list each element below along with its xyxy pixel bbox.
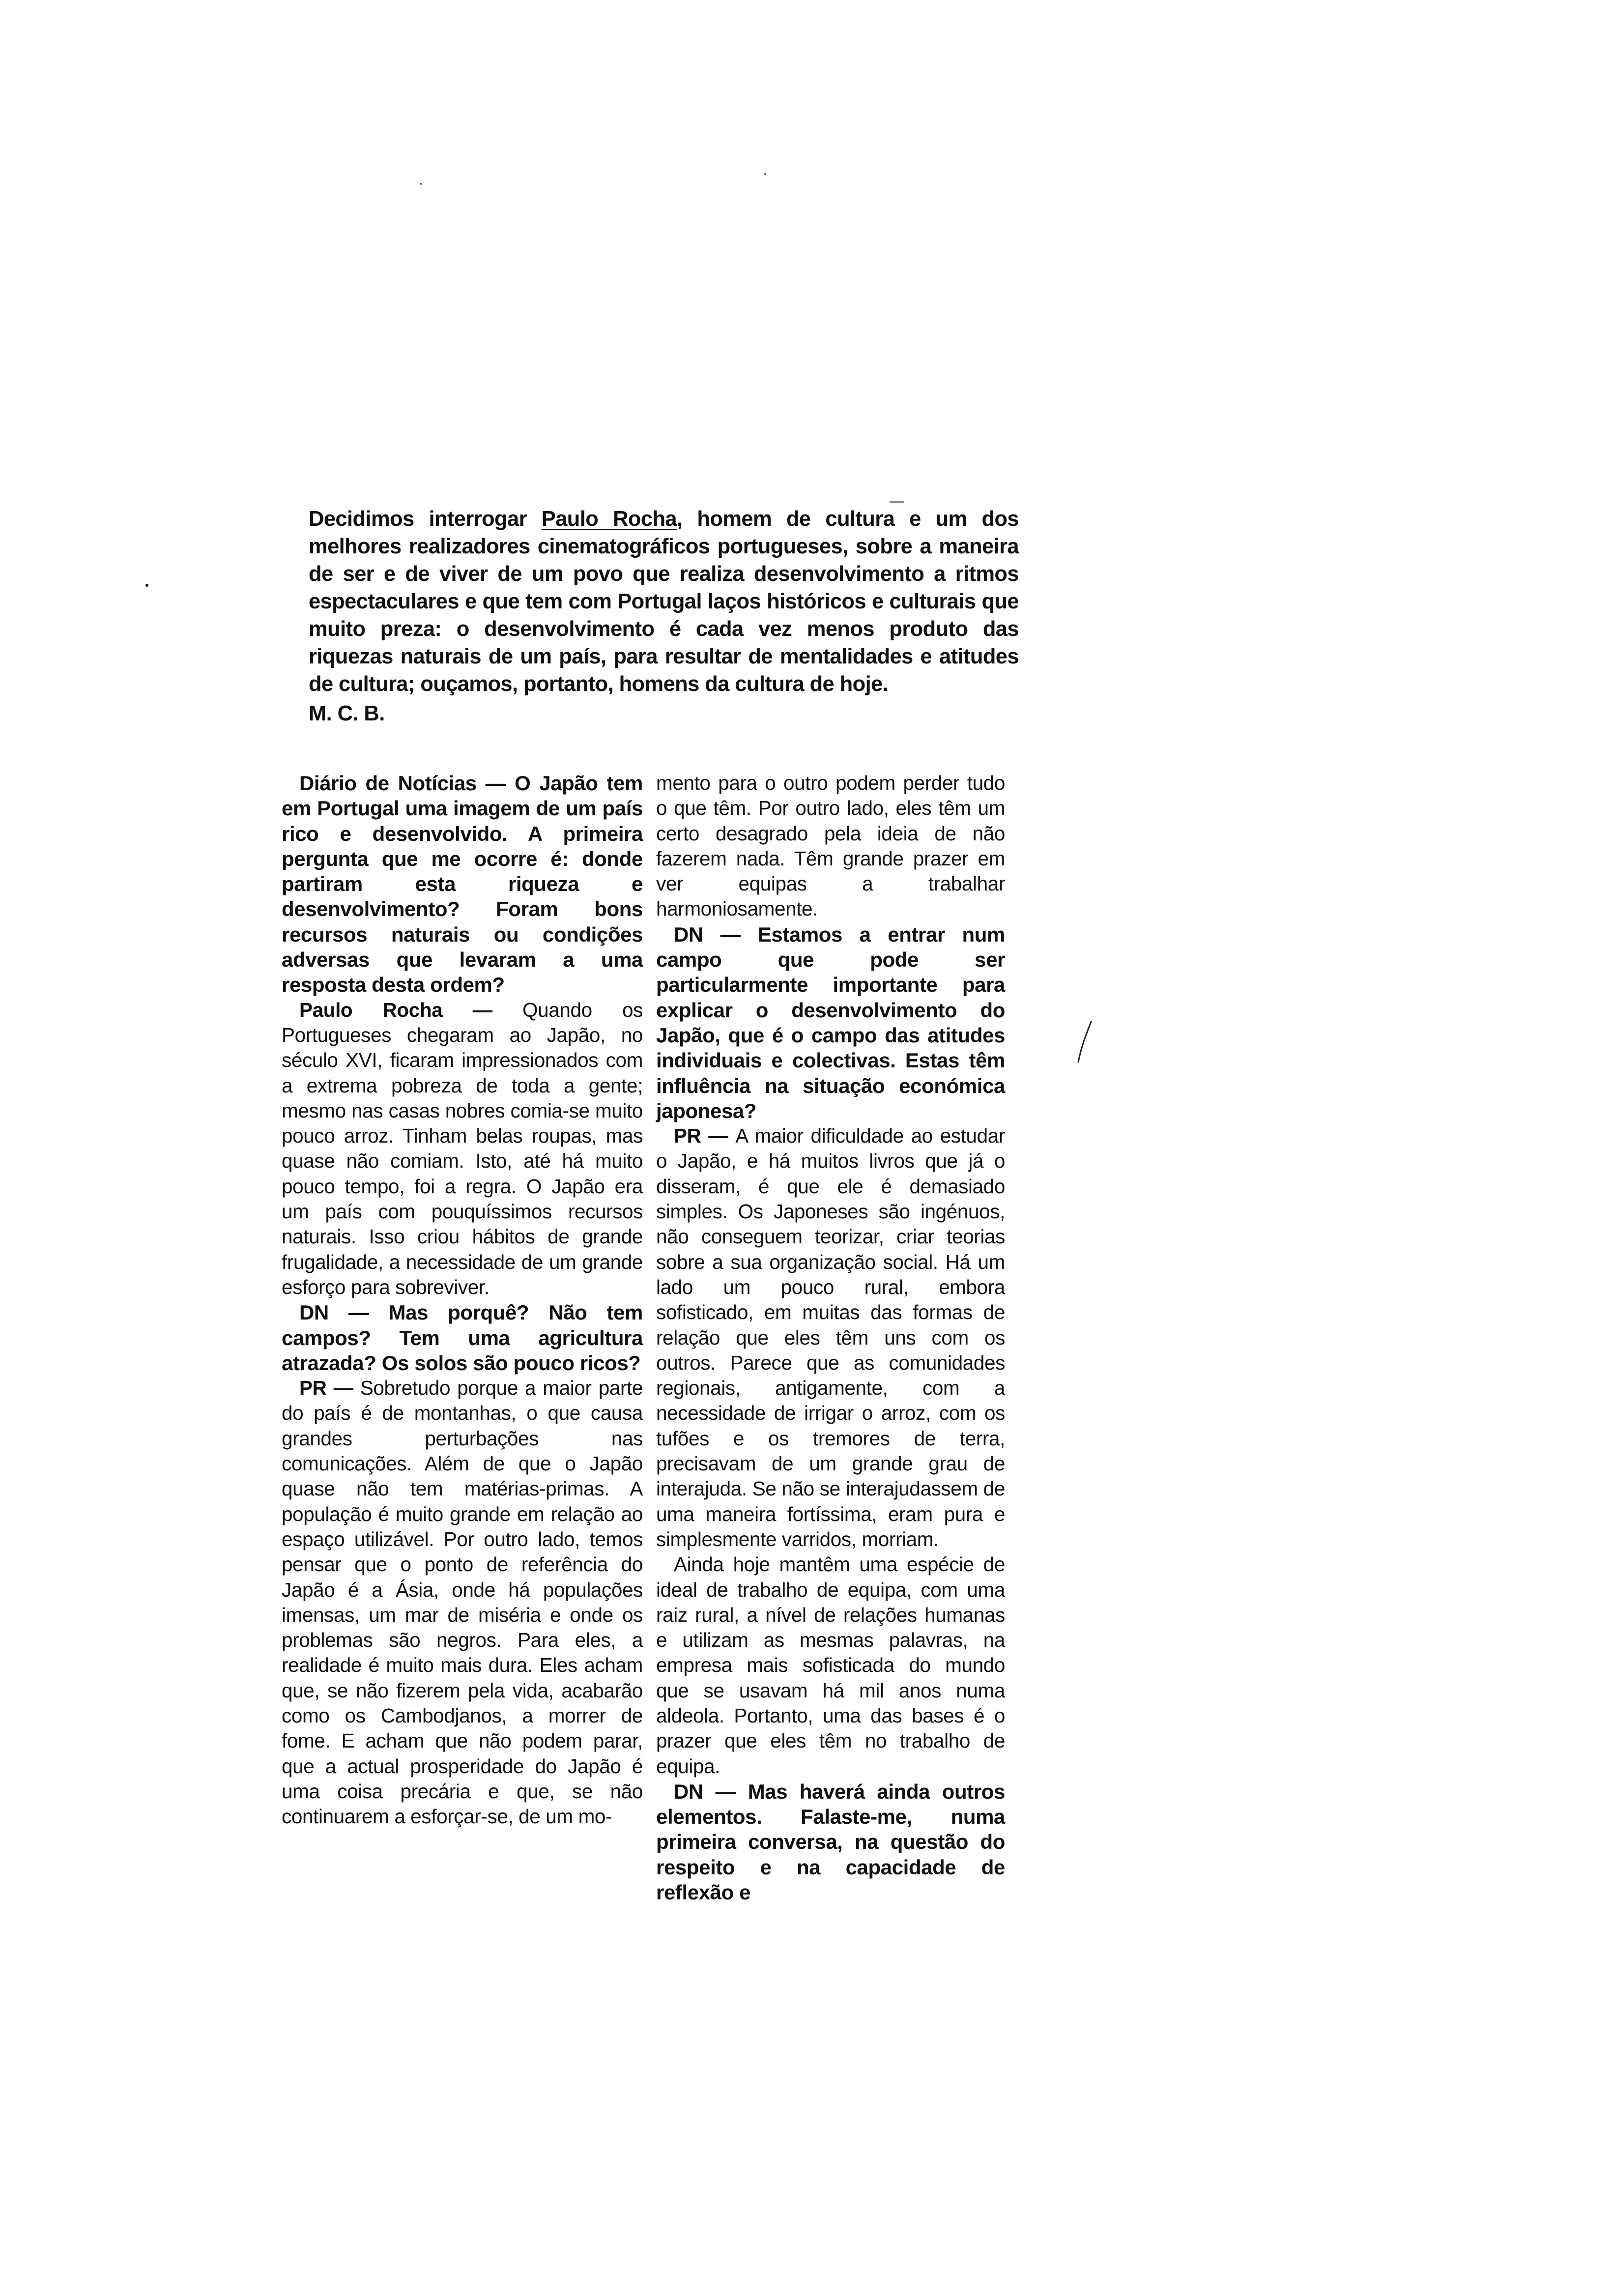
scan-speck: [145, 584, 148, 587]
speaker-label: PR —: [299, 1377, 360, 1400]
intro-text-before-name: Decidimos interrogar: [309, 507, 542, 531]
interview-answer: [282, 1376, 643, 1829]
article-intro: [309, 505, 1019, 727]
answer-text: Sobretudo porque a maior parte do país é de montanhas, o que causa grandes perturbações nas comunicações. Além de que o Japão quase não tem matérias-primas. A população é muito grande em relação ao espaço utilizável. Por outro lado, temos pensar que o ponto de referência do Japão é a Ásia, onde há populações imensas, um mar de miséria e onde os problemas são negros. Para eles, a realidade é muito mais dura. Eles acham que, se não fizerem pela vida, acabarão como os Cambodjanos, a morrer de fome. E acham que não podem parar, que a actual prosperidade do Japão é uma coisa precária e que, se não continuarem a esforçar-se, de um mo-: [282, 1377, 643, 1828]
interview-answer: [282, 998, 643, 1300]
interview-question: [656, 1779, 1005, 1905]
question-text: Estamos a entrar num campo que pode ser particularmente importante para explicar o desenvolvimento do Japão, que é o campo das atitudes individuais e colectivas. Estas têm influência na situação económica japonesa?: [656, 922, 1005, 1122]
interview-answer-continued: [656, 771, 1005, 922]
speaker-label: DN —: [299, 1301, 389, 1324]
question-text: Mas haverá ainda outros elementos. Falaste-me, numa primeira conversa, na questão do respeito e na capacidade de reflexão e: [656, 1779, 1005, 1904]
interview-answer: [656, 1552, 1005, 1779]
answer-text: Ainda hoje mantêm uma espécie de ideal de trabalho de equipa, com uma raiz rural, a nível de relações humanas e utilizam as mesmas palavras, na empresa mais sofisticada do mundo que se usavam há mil anos numa aldeola. Portanto, uma das bases é o prazer que eles têm no trabalho de equipa.: [656, 1553, 1005, 1778]
question-text: O Japão tem em Portugal uma imagem de um país rico e desenvolvido. A primeira pergunta que me ocorre é: donde partiram esta riqueza e desenvolvimento? Foram bons recursos naturais ou condições adversas que levaram a uma resposta desta ordem?: [282, 772, 643, 997]
pen-mark-icon: [1075, 1020, 1095, 1064]
scan-speck: [764, 173, 766, 175]
interview-question: [282, 1300, 643, 1376]
speaker-label: Paulo Rocha —: [299, 998, 522, 1021]
interview-answer: [656, 1123, 1005, 1552]
answer-text: A maior dificuldade ao estudar o Japão, e há muitos livros que já o disseram, é que ele é demasiado simples. Os Japoneses são ingénuos, não conseguem teorizar, criar teorias sobre a sua organização social. Há um lado um pouco rural, embora sofisticado, em muitas das formas de relação que eles têm uns com os outros. Parece que as comunidades regionais, antigamente, com a necessidade de irrigar o arroz, com os tufões e os tremores de terra, precisavam de um grande grau de interajuda. Se não se interajudassem de uma maneira fortíssima, eram pura e simplesmente varridos, morriam.: [656, 1124, 1005, 1550]
intro-name-underlined: Paulo Rocha: [541, 507, 677, 531]
answer-text: Quando os Portugueses chegaram ao Japão, no século XVI, ficaram impressionados com a extrema pobreza de toda a gente; mesmo nas casas nobres comia-se muito pouco arroz. Tinham belas roupas, mas quase não comiam. Isto, até há muito pouco tempo, foi a regra. O Japão era um país com pouquíssimos recursos naturais. Isso criou hábitos de grande frugalidade, a necessidade de um grande esforço para sobreviver.: [282, 998, 643, 1298]
speaker-label: Diário de Notícias —: [299, 772, 515, 795]
interview-column-left: [282, 771, 643, 1829]
speaker-label: PR —: [674, 1124, 736, 1148]
intro-paragraph: [309, 505, 1019, 698]
question-text: Mas porquê? Não tem campos? Tem uma agricultura atrazada? Os solos são pouco ricos?: [282, 1301, 643, 1375]
speaker-label: DN —: [674, 1779, 748, 1803]
answer-text: mento para o outro podem perder tudo o que têm. Por outro lado, eles têm um certo desagrado pela ideia de não fazerem nada. Têm grande prazer em ver equipas a trabalhar harmoniosamente.: [656, 772, 1005, 920]
interview-question: [282, 771, 643, 998]
speaker-label: DN —: [674, 922, 758, 946]
intro-text-after-name: , homem de cultura e um dos melhores realizadores cinematográficos portugueses, sobre a maneira de ser e de viver de um povo que realiza desenvolvimento a ritmos espectaculares e que tem com Portugal laços históricos e culturais que muito preza: o desenvolvimento é cada vez menos produto das riquezas naturais de um país, para resultar de mentalidades e atitudes de cultura; ouçamos, portanto, homens da cultura de hoje.: [309, 507, 1019, 696]
intro-signature: M. C. B.: [309, 702, 385, 725]
scan-speck: [420, 183, 422, 185]
interview-column-right: [656, 771, 1005, 1905]
interview-question: [656, 922, 1005, 1123]
scan-speck: [890, 501, 904, 503]
